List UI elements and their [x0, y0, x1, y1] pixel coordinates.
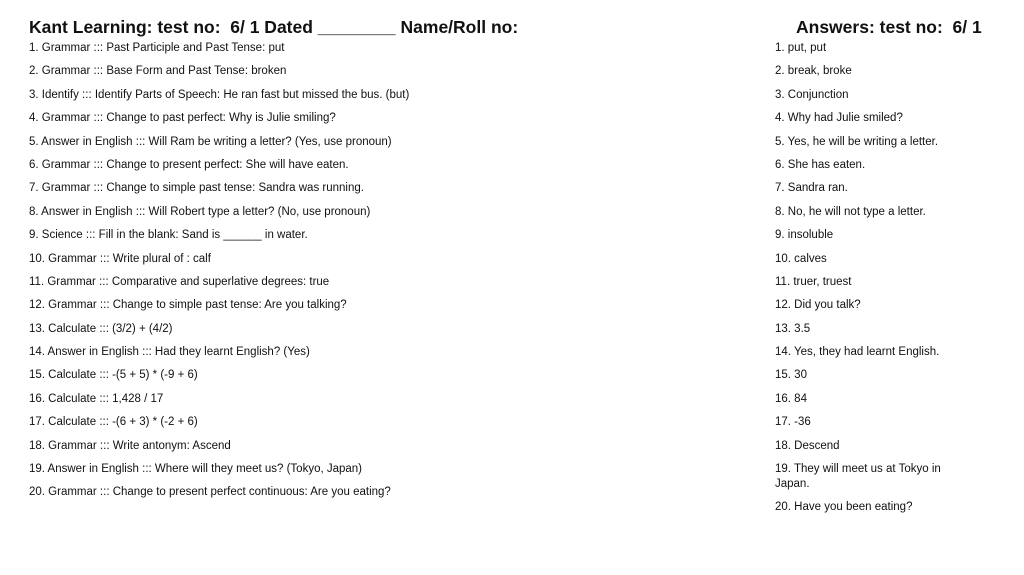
question-item: 18. Grammar ::: Write antonym: Ascend: [29, 439, 231, 452]
answer-item: 12. Did you talk?: [775, 299, 861, 312]
answer-item: 20. Have you been eating?: [775, 501, 913, 514]
question-item: 20. Grammar ::: Change to present perfect continuous: Are you eating?: [29, 486, 391, 499]
answer-item: 15. 30: [775, 369, 807, 382]
answer-item: 13. 3.5: [775, 322, 811, 335]
question-item: 14. Answer in English ::: Had they learnt English? (Yes): [29, 346, 310, 359]
question-item: 6. Grammar ::: Change to present perfect: She will have eaten.: [29, 158, 349, 171]
question-list: [29, 41, 729, 500]
answer-item: 10. calves: [775, 252, 827, 265]
answer-list: [775, 41, 995, 515]
answer-item: 11. truer, truest: [775, 275, 852, 288]
question-item: 8. Answer in English ::: Will Robert type a letter? (No, use pronoun): [29, 205, 371, 218]
question-item: 10. Grammar ::: Write plural of : calf: [29, 252, 211, 265]
answer-item: 1. put, put: [775, 42, 827, 54]
question-item: 11. Grammar ::: Comparative and superlative degrees: true: [29, 275, 330, 288]
answer-item: 14. Yes, they had learnt English.: [775, 346, 940, 359]
question-item: 5. Answer in English ::: Will Ram be writing a letter? (Yes, use pronoun): [29, 135, 392, 148]
answer-item: 18. Descend: [775, 439, 840, 452]
answer-item: 9. insoluble: [775, 229, 834, 242]
question-item: 16. Calculate ::: 1,428 / 17: [29, 392, 164, 405]
question-item: 13. Calculate ::: (3/2) + (4/2): [29, 322, 173, 335]
question-item: 4. Grammar ::: Change to past perfect: Why is Julie smiling?: [29, 112, 336, 125]
answers-column: [775, 16, 995, 524]
answer-item: 6. She has eaten.: [775, 158, 866, 171]
questions-column: [29, 16, 729, 509]
test-title: Kant Learning: test no: 6/ 1 Dated ________ Name/Roll no:: [29, 17, 519, 37]
answer-item: 2. break, broke: [775, 65, 852, 78]
answer-item: 7. Sandra ran.: [775, 182, 848, 195]
question-item: 2. Grammar ::: Base Form and Past Tense: broken: [29, 65, 287, 78]
answer-item: 17. -36: [775, 416, 811, 429]
question-item: 9. Science ::: Fill in the blank: Sand is ______ in water.: [29, 229, 308, 242]
answer-item: 3. Conjunction: [775, 88, 849, 101]
answer-item: 16. 84: [775, 392, 807, 405]
answers-title: Answers: test no: 6/ 1: [796, 17, 982, 37]
answer-item: 8. No, he will not type a letter.: [775, 205, 926, 218]
question-item: 17. Calculate ::: -(6 + 3) * (-2 + 6): [29, 416, 198, 429]
answer-item: 19. They will meet us at Tokyo in Japan.: [775, 463, 941, 491]
question-item: 12. Grammar ::: Change to simple past tense: Are you talking?: [29, 299, 347, 312]
answer-item: 5. Yes, he will be writing a letter.: [775, 135, 939, 148]
question-item: 3. Identify ::: Identify Parts of Speech: He ran fast but missed the bus. (but): [29, 88, 410, 101]
question-item: 1. Grammar ::: Past Participle and Past Tense: put: [29, 42, 285, 54]
answer-item: 4. Why had Julie smiled?: [775, 112, 903, 125]
question-item: 15. Calculate ::: -(5 + 5) * (-9 + 6): [29, 369, 198, 382]
question-item: 19. Answer in English ::: Where will they meet us? (Tokyo, Japan): [29, 463, 363, 476]
question-item: 7. Grammar ::: Change to simple past tense: Sandra was running.: [29, 182, 364, 195]
